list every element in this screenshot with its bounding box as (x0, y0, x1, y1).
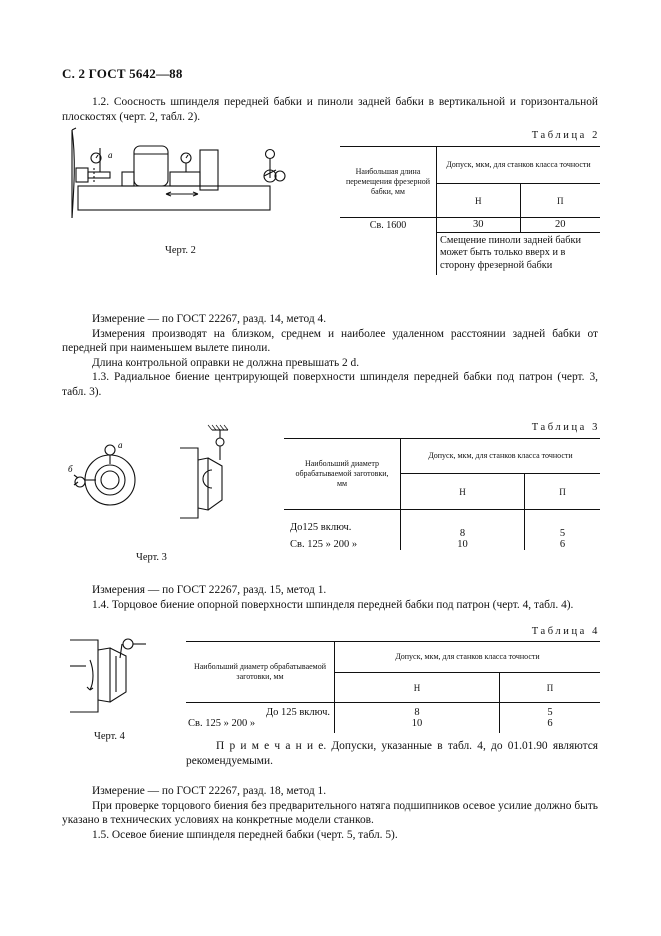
table-2-title: Таблица 2 (531, 130, 600, 141)
section-1-3-text: 1.3. Радиальное биение центрирующей поверхности шпинделя передней бабки под патрон (черт. 3, табл. 3). (62, 371, 598, 398)
s12-measure: Измерение — по ГОСТ 22267, разд. 14, метод 4. (92, 313, 327, 325)
section-1-5-text: 1.5. Осевое биение шпинделя передней бабки (черт. 5, табл. 5). (92, 828, 398, 841)
table-3-row1-p: 5 (559, 528, 566, 539)
table-3-class-p: П (525, 474, 601, 510)
table-4-row1-label: До 125 включ. (186, 703, 335, 719)
table-2-class-p: П (520, 184, 600, 218)
table-2-class-n: Н (437, 184, 521, 218)
table-4-row1-n: 8 (335, 703, 500, 719)
table-4-class-p: П (500, 673, 600, 703)
s12-p2: Измерения производят на близком, среднем и наиболее удаленном расстоянии задней бабки от передней при наименьшем вылете пиноли. (62, 327, 598, 354)
figure-4-drawing (62, 630, 172, 720)
table-3-row2-label: Св. 125 » 200 » (284, 539, 401, 550)
table-3-row1-n: 8 (401, 510, 525, 540)
page-header: С. 2 ГОСТ 5642—88 (62, 66, 183, 81)
s14-measure: Измерение — по ГОСТ 22267, разд. 18, метод 1. (92, 785, 327, 797)
table-4 (186, 641, 600, 733)
section-1-2-text: 1.2. Соосность шпинделя передней бабки и пиноли задней бабки в вертикальной и горизонтальной плоскостях (черт. 2, табл. 2). (62, 96, 598, 123)
table-2-tol-header: Допуск, мкм, для станков класса точности (437, 147, 601, 184)
table-4-tol-header: Допуск, мкм, для станков класса точности (335, 642, 601, 673)
table-2-col1-header: Наибольшая длина перемещения фрезерной бабки, мм (340, 147, 437, 218)
table-4-row2-label: Св. 125 » 200 » (186, 718, 335, 733)
table-2-value-n: 30 (437, 218, 521, 233)
fig3-label-b: б (68, 464, 73, 474)
figure-2-caption: Черт. 2 (165, 245, 196, 256)
table-3 (284, 438, 600, 550)
fig2-label-a: a (108, 150, 113, 160)
table-3-row2-n: 10 (401, 539, 525, 550)
table-2 (340, 146, 600, 275)
table-3-col1-header: Наибольший диаметр обрабатываемой заготовки, мм (284, 439, 401, 510)
table-4-row2-n: 10 (335, 718, 500, 733)
s12-p3: Длина контрольной оправки не должна превышать 2 d. (92, 356, 360, 369)
table-3-tol-header: Допуск, мкм, для станков класса точности (401, 439, 601, 474)
table-4-note: П р и м е ч а н и е. Допуски, указанные в табл. 4, до 01.01.90 являются рекомендуемыми. (186, 740, 598, 767)
table-2-value-p: 20 (520, 218, 600, 233)
fig3-label-a: a (118, 440, 123, 450)
figure-2-indicator (258, 148, 290, 188)
figure-3-caption: Черт. 3 (136, 552, 167, 563)
s14-p2: При проверке торцового биения без предварительного натяга подшипников осевое усилие должно быть указано в технических условиях на конкретные модели станков. (62, 799, 598, 826)
table-2-row-label: Св. 1600 (340, 218, 437, 233)
table-4-col1-header: Наибольший диаметр обрабатываемой заготовки, мм (186, 642, 335, 703)
table-3-row2-p: 6 (559, 539, 566, 550)
section-1-4-text: 1.4. Торцовое биение опорной поверхности шпинделя передней бабки под патрон (черт. 4, табл. 4). (92, 598, 574, 611)
figure-4-caption: Черт. 4 (94, 731, 125, 742)
figure-3-drawing (62, 420, 242, 530)
s13-measure: Измерения — по ГОСТ 22267, разд. 15, метод 1. (92, 584, 327, 596)
table-4-title: Таблица 4 (531, 626, 600, 637)
table-4-row2-p: 6 (547, 718, 553, 729)
table-4-class-n: Н (335, 673, 500, 703)
table-3-class-n: Н (401, 474, 525, 510)
table-4-row1-p: 5 (547, 707, 553, 718)
table-3-row1-label: До125 включ. (284, 510, 401, 540)
table-3-title: Таблица 3 (531, 422, 600, 433)
table-2-note: Смещение пиноли задней бабки может быть только вверх и в сторону фрезерной бабки (440, 234, 581, 271)
